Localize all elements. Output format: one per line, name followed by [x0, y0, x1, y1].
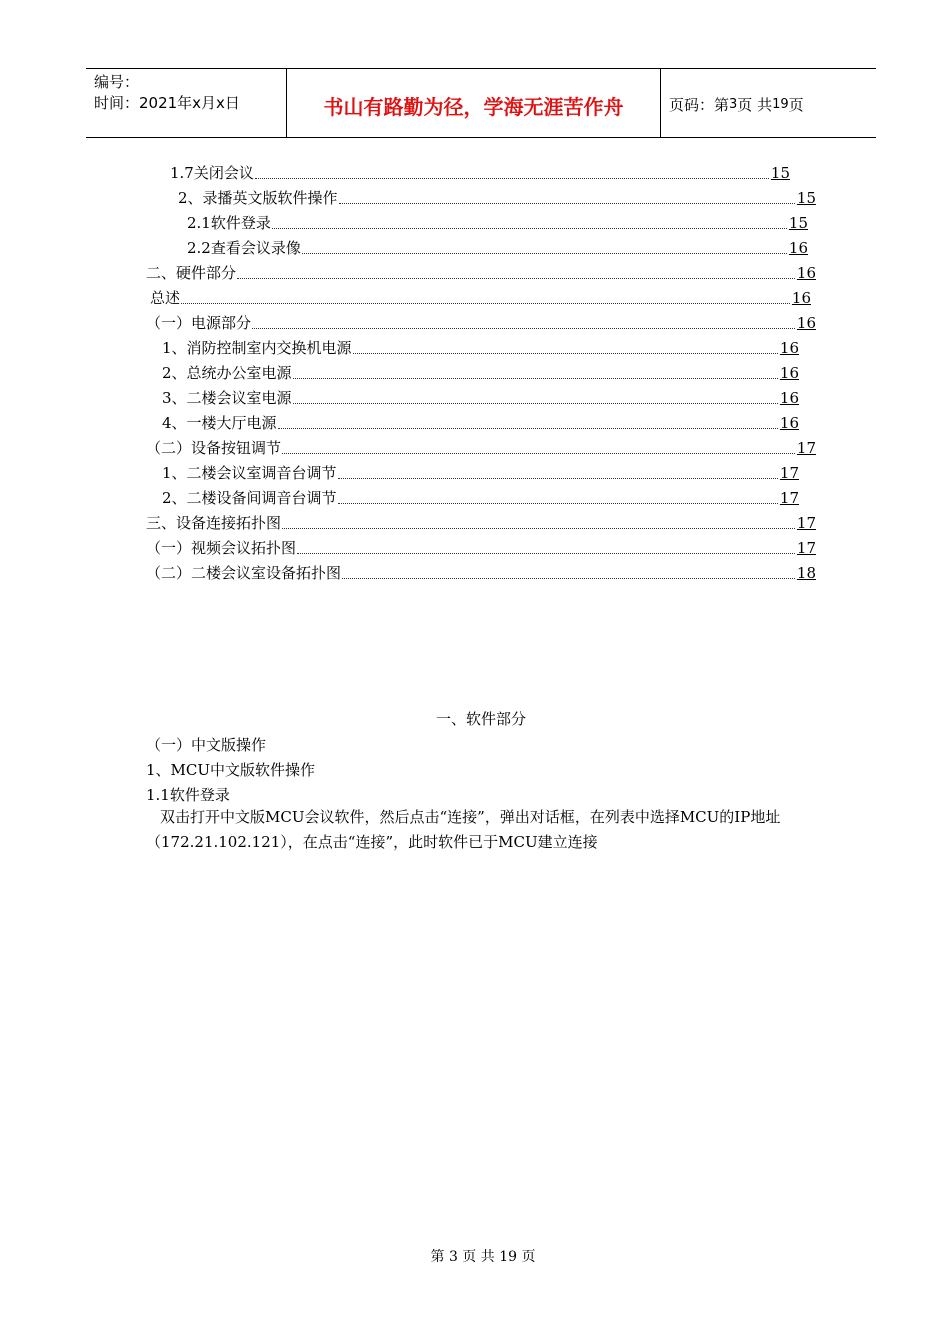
section-title: 一、软件部分	[435, 710, 526, 728]
toc-entry[interactable]	[170, 160, 790, 182]
page-info-prefix: 页码：第	[669, 95, 730, 114]
toc-entry-page: 15	[788, 214, 808, 232]
toc-leader	[252, 327, 795, 329]
toc-entry-text: （一）电源部分	[146, 314, 252, 332]
toc-entry-text: （二）设备按钮调节	[146, 439, 282, 457]
toc-entry-text: 1、消防控制室内交换机电源	[162, 339, 352, 357]
page-total: 19	[772, 96, 789, 112]
header-id-label: 编号：	[94, 73, 140, 91]
toc-entry-page: 17	[796, 514, 816, 532]
toc-entry[interactable]	[162, 460, 799, 482]
toc-entry-text: （一）视频会议拓扑图	[146, 539, 297, 557]
toc-leader	[297, 552, 795, 554]
header-page-info	[661, 69, 876, 137]
toc-entry[interactable]	[146, 260, 816, 282]
toc-leader	[278, 427, 778, 429]
toc-entry[interactable]	[162, 410, 799, 432]
toc-entry[interactable]	[162, 385, 799, 407]
header-motto: 书山有路勤为径，学海无涯苦作舟	[287, 69, 661, 137]
header-time-label: 时间：2021年x月x日	[94, 94, 240, 112]
toc-entry-text: （二）二楼会议室设备拓扑图	[146, 564, 342, 582]
toc-entry-text: 2、录播英文版软件操作	[178, 189, 338, 207]
toc-entry-page: 16	[779, 414, 799, 432]
toc-leader	[272, 227, 787, 229]
toc-entry-text: 2、总统办公室电源	[162, 364, 292, 382]
toc-leader	[255, 177, 769, 179]
toc-entry-page: 16	[779, 364, 799, 382]
toc-entry-text: 2、二楼设备间调音台调节	[162, 489, 337, 507]
toc-leader	[237, 277, 795, 279]
toc-entry[interactable]	[146, 510, 816, 532]
toc-leader	[282, 527, 795, 529]
page-header	[86, 68, 876, 138]
toc-leader	[339, 202, 795, 204]
toc-entry-page: 16	[791, 289, 811, 307]
toc-entry-text: 总述	[150, 289, 181, 307]
toc-entry-page: 17	[779, 464, 799, 482]
toc-entry-page: 15	[796, 189, 816, 207]
item-heading: 1、MCU中文版软件操作	[146, 761, 316, 779]
toc-entry[interactable]	[146, 560, 816, 582]
toc-entry[interactable]	[162, 360, 799, 382]
toc-entry-text: 二、硬件部分	[146, 264, 237, 282]
toc-entry-page: 16	[779, 389, 799, 407]
toc-entry-text: 4、一楼大厅电源	[162, 414, 277, 432]
toc-entry-text: 三、设备连接拓扑图	[146, 514, 282, 532]
toc-leader	[181, 302, 790, 304]
toc-entry-text: 2.2查看会议录像	[187, 239, 301, 257]
subsection-heading: （一）中文版操作	[146, 736, 267, 754]
page-footer: 第 3 页 共 19 页	[430, 1249, 536, 1265]
body-paragraph: 双击打开中文版MCU会议软件，然后点击“连接”，弹出对话框，在列表中选择MCU的IP地址（172.21.102.121），在点击“连接”，此时软件已于MCU建立连接	[146, 808, 781, 851]
toc-leader	[282, 452, 795, 454]
page-info-suffix: 页	[788, 95, 804, 114]
toc-leader	[342, 577, 795, 579]
toc-entry-text: 3、二楼会议室电源	[162, 389, 292, 407]
page-info-mid: 页 共	[737, 95, 773, 114]
toc-leader	[302, 252, 787, 254]
toc-entry[interactable]	[187, 235, 808, 257]
toc-entry-page: 16	[779, 339, 799, 357]
toc-leader	[338, 477, 778, 479]
toc-leader	[293, 377, 778, 379]
toc-entry[interactable]	[178, 185, 816, 207]
toc-entry[interactable]	[162, 485, 799, 507]
toc-entry-text: 2.1软件登录	[187, 214, 271, 232]
page-current: 3	[729, 96, 738, 112]
toc-leader	[338, 502, 778, 504]
toc-entry[interactable]	[146, 535, 816, 557]
toc-leader	[353, 352, 778, 354]
toc-entry[interactable]	[146, 310, 816, 332]
toc-entry-text: 1.7关闭会议	[170, 164, 254, 182]
toc-entry[interactable]	[162, 335, 799, 357]
toc-entry[interactable]	[187, 210, 808, 232]
toc-entry-page: 17	[796, 539, 816, 557]
toc-entry-page: 15	[770, 164, 790, 182]
toc-entry-page: 16	[796, 314, 816, 332]
header-meta	[86, 69, 287, 137]
toc-entry-page: 17	[779, 489, 799, 507]
toc-entry-page: 16	[788, 239, 808, 257]
toc-entry-page: 17	[796, 439, 816, 457]
toc-entry-page: 18	[796, 564, 816, 582]
subitem-heading: 1.1软件登录	[146, 786, 230, 804]
toc-entry-page: 16	[796, 264, 816, 282]
toc-leader	[293, 402, 778, 404]
toc-entry[interactable]	[150, 285, 811, 307]
toc-entry[interactable]	[146, 435, 816, 457]
toc-entry-text: 1、二楼会议室调音台调节	[162, 464, 337, 482]
